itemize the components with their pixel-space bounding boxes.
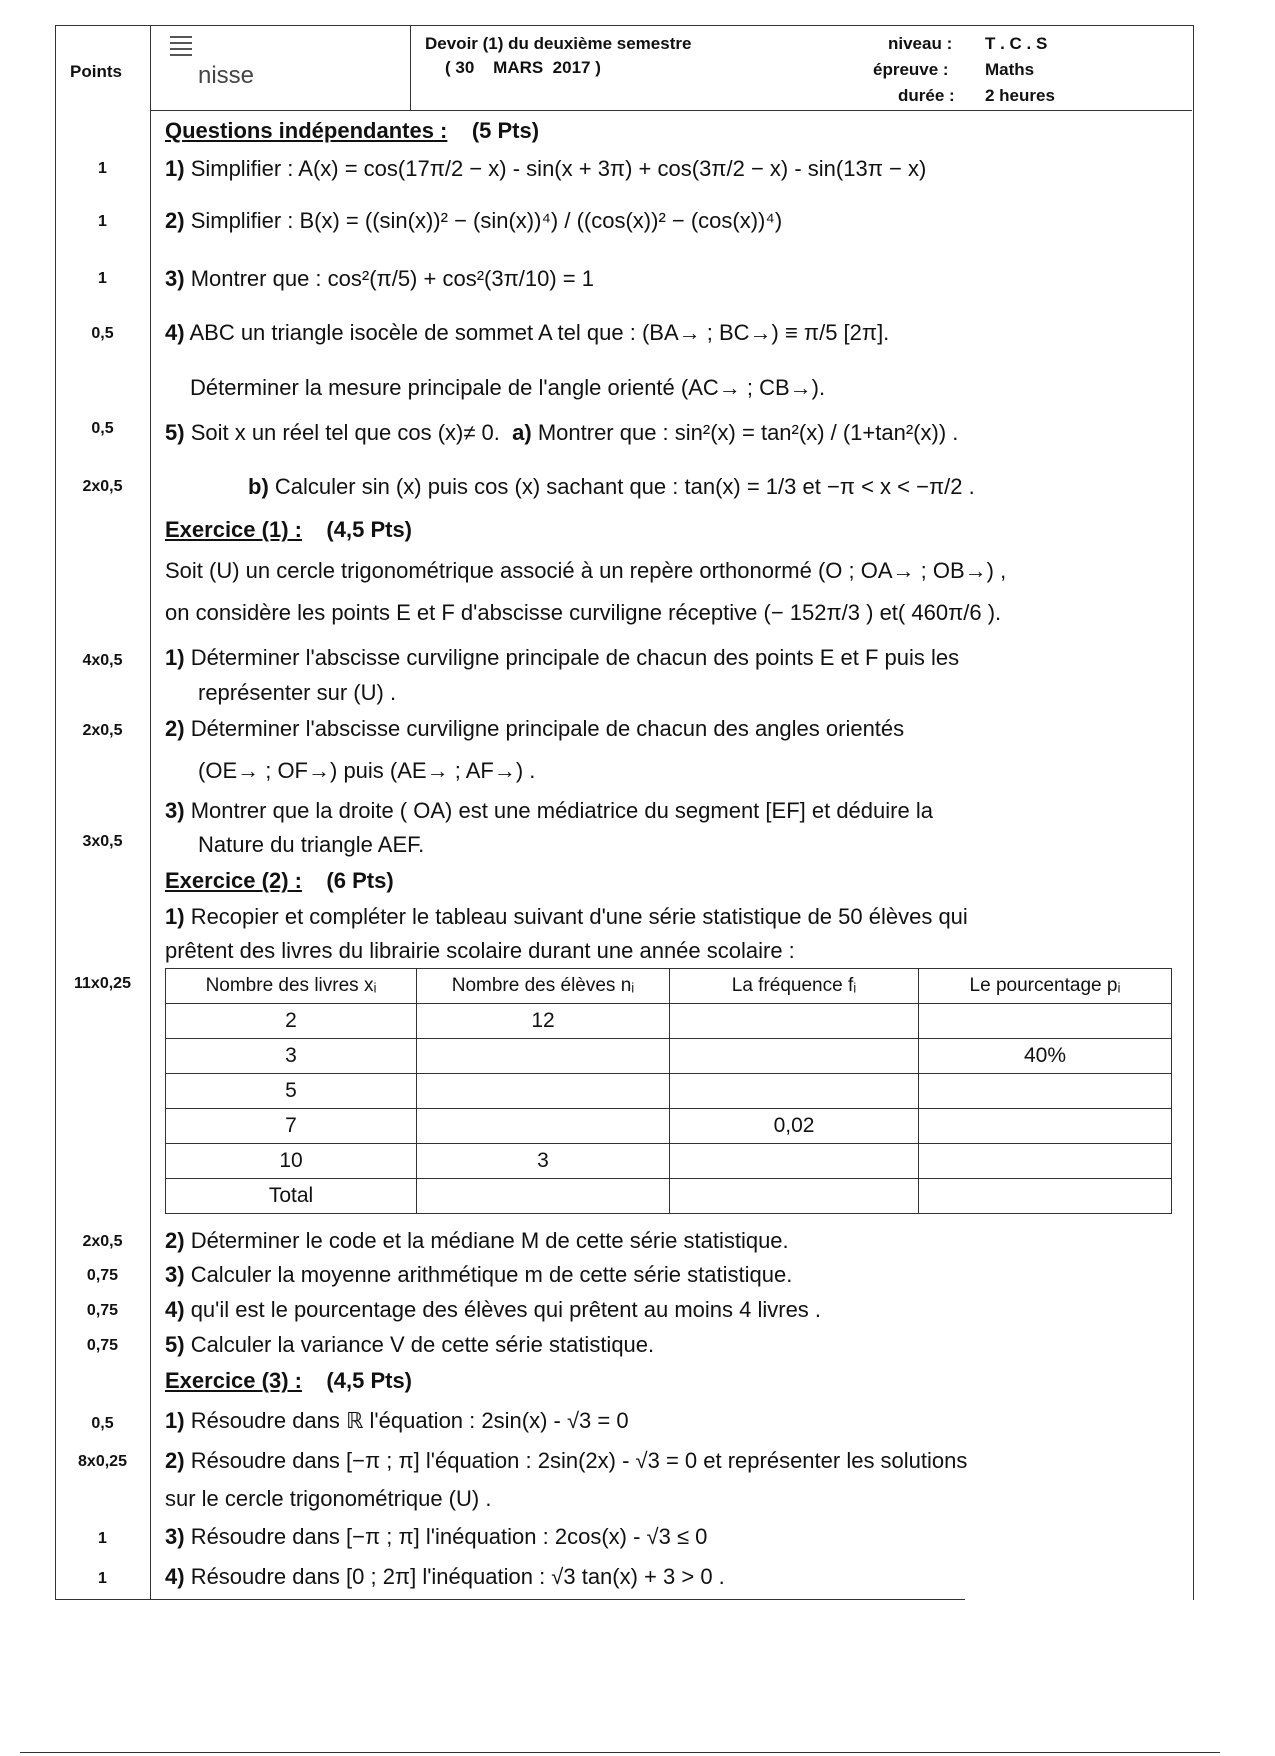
duree-label: durée : <box>898 86 955 105</box>
points-ex1-q3: 3x0,5 <box>82 833 123 850</box>
logo-text: nisse <box>198 62 255 89</box>
column-header: Le pourcentage pᵢ <box>919 969 1172 1004</box>
epreuve-label: épreuve : <box>873 60 949 79</box>
duree-value: 2 heures <box>985 86 1055 105</box>
section-exercice-1: Exercice (1) : (4,5 Pts) <box>165 517 413 542</box>
table-cell: 2 <box>166 1004 417 1039</box>
points-q1: 1 <box>98 160 107 177</box>
exam-date: ( 30 MARS 2017 ) <box>445 58 601 77</box>
ex3-question-2-line2: sur le cercle trigonométrique (U) . <box>165 1486 492 1511</box>
section-exercice-2: Exercice (2) : (6 Pts) <box>165 868 394 893</box>
column-header: La fréquence fᵢ <box>670 969 919 1004</box>
niveau-value: T . C . S <box>985 34 1048 53</box>
table-row <box>166 1109 1172 1144</box>
ex1-intro-1: Soit (U) un cercle trigonométrique associé à un repère orthonormé (O ; OA→ ; OB→) , <box>165 558 1007 583</box>
points-q5a: 0,5 <box>91 420 114 437</box>
table-cell: 0,02 <box>670 1109 919 1144</box>
table-cell <box>670 1074 919 1109</box>
points-ex1-q2: 2x0,5 <box>82 722 123 739</box>
table-cell: 40% <box>919 1039 1172 1074</box>
ex2-question-1: 1) Recopier et compléter le tableau suivant d'une série statistique de 50 élèves qui <box>165 904 968 929</box>
question-5: 5) Soit x un réel tel que cos (x)≠ 0. a) Montrer que : sin²(x) = tan²(x) / (1+tan²(x)) . <box>165 420 959 445</box>
points-q5b: 2x0,5 <box>82 478 123 495</box>
ex3-question-4: 4) Résoudre dans [0 ; 2π] l'inéquation : √3 tan(x) + 3 > 0 . <box>165 1564 725 1589</box>
header-logo-divider <box>410 25 411 110</box>
table-cell: 3 <box>166 1039 417 1074</box>
logo-mark-icon <box>170 36 310 56</box>
table-cell <box>417 1039 670 1074</box>
table-row <box>166 1039 1172 1074</box>
points-ex3-q4: 1 <box>98 1570 107 1587</box>
ex1-question-3-line2: Nature du triangle AEF. <box>198 832 425 857</box>
section-exercice-3: Exercice (3) : (4,5 Pts) <box>165 1368 413 1393</box>
table-cell <box>919 1004 1172 1039</box>
table-cell <box>919 1109 1172 1144</box>
section-questions <box>165 118 539 144</box>
ex1-question-2: 2) Déterminer l'abscisse curviligne principale de chacun des angles orientés <box>165 716 905 741</box>
section-points: (5 Pts) <box>471 118 540 143</box>
exam-title: Devoir (1) du deuxième semestre <box>425 34 692 53</box>
table-row <box>166 1004 1172 1039</box>
question-5b: b) Calculer sin (x) puis cos (x) sachant que : tan(x) = 1/3 et −π < x < −π/2 . <box>248 474 975 499</box>
table-cell: 5 <box>166 1074 417 1109</box>
points-ex2-q3: 0,75 <box>86 1267 119 1284</box>
table-row-total <box>166 1179 1172 1214</box>
section-title: Questions indépendantes : <box>165 118 448 143</box>
points-column-divider <box>150 25 151 1599</box>
table-cell: 12 <box>417 1004 670 1039</box>
table-cell <box>670 1144 919 1179</box>
ex1-question-1: 1) Déterminer l'abscisse curviligne principale de chacun des points E et F puis les <box>165 645 960 670</box>
ex3-question-2: 2) Résoudre dans [−π ; π] l'équation : 2sin(2x) - √3 = 0 et représenter les solutions <box>165 1448 968 1473</box>
table-cell <box>670 1004 919 1039</box>
points-header: Points <box>70 62 122 81</box>
ex2-question-1-line2: prêtent des livres du librairie scolaire durant une année scolaire : <box>165 938 795 963</box>
ex1-question-3: 3) Montrer que la droite ( OA) est une médiatrice du segment [EF] et déduire la <box>165 798 933 823</box>
points-q4: 0,5 <box>91 325 114 342</box>
points-ex2-q5: 0,75 <box>86 1337 119 1354</box>
header-divider <box>150 110 1192 111</box>
points-ex2-q2: 2x0,5 <box>82 1233 123 1250</box>
table-cell <box>417 1179 670 1214</box>
frame-bottom <box>55 1599 965 1600</box>
table-cell <box>417 1109 670 1144</box>
ex3-question-3: 3) Résoudre dans [−π ; π] l'inéquation : 2cos(x) - √3 ≤ 0 <box>165 1524 708 1549</box>
ex2-question-4: 4) qu'il est le pourcentage des élèves qui prêtent au moins 4 livres . <box>165 1297 822 1322</box>
question-4-line2: Déterminer la mesure principale de l'angle orienté (AC→ ; CB→). <box>190 375 826 400</box>
ex1-intro-2: on considère les points E et F d'abscisse curviligne réceptive (− 152π/3 ) et( 460π/6 ). <box>165 600 1002 625</box>
points-ex3-q3: 1 <box>98 1530 107 1547</box>
table-header-row <box>166 969 1172 1004</box>
table-row <box>166 1074 1172 1109</box>
table-cell: 10 <box>166 1144 417 1179</box>
points-q3: 1 <box>98 270 107 287</box>
ex1-question-1-line2: représenter sur (U) . <box>198 680 397 705</box>
points-ex3-q1: 0,5 <box>91 1415 114 1432</box>
table-cell <box>919 1074 1172 1109</box>
niveau-label: niveau : <box>888 34 953 53</box>
table-cell <box>919 1144 1172 1179</box>
points-ex2-q1: 11x0,25 <box>74 975 131 992</box>
points-ex2-q4: 0,75 <box>86 1302 119 1319</box>
table-row <box>166 1144 1172 1179</box>
table-cell: 3 <box>417 1144 670 1179</box>
question-2: 2) Simplifier : B(x) = ((sin(x))² − (sin(x))⁴) / ((cos(x))² − (cos(x))⁴) <box>165 208 783 233</box>
question-3: 3) Montrer que : cos²(π/5) + cos²(3π/10) = 1 <box>165 266 594 291</box>
stats-table <box>165 968 1172 1214</box>
table-cell <box>670 1179 919 1214</box>
ex2-question-2: 2) Déterminer le code et la médiane M de cette série statistique. <box>165 1228 789 1253</box>
school-logo <box>170 32 310 100</box>
ex1-question-2-line2: (OE→ ; OF→) puis (AE→ ; AF→) . <box>198 758 536 783</box>
epreuve-value: Maths <box>985 60 1035 79</box>
table-cell <box>670 1039 919 1074</box>
table-cell: Total <box>166 1179 417 1214</box>
points-ex1-q1: 4x0,5 <box>82 652 123 669</box>
question-1: 1) Simplifier : A(x) = cos(17π/2 − x) - sin(x + 3π) + cos(3π/2 − x) - sin(13π − x) <box>165 156 927 181</box>
points-ex3-q2: 8x0,25 <box>78 1453 127 1470</box>
points-q2: 1 <box>98 213 107 230</box>
ex2-question-3: 3) Calculer la moyenne arithmétique m de cette série statistique. <box>165 1262 793 1287</box>
ex3-question-1: 1) Résoudre dans ℝ l'équation : 2sin(x) - √3 = 0 <box>165 1408 629 1433</box>
column-header: Nombre des élèves nᵢ <box>417 969 670 1004</box>
ex2-question-5: 5) Calculer la variance V de cette série statistique. <box>165 1332 655 1357</box>
table-cell <box>919 1179 1172 1214</box>
question-4: 4) ABC un triangle isocèle de sommet A tel que : (BA→ ; BC→) ≡ π/5 [2π]. <box>165 320 890 345</box>
column-header: Nombre des livres xᵢ <box>166 969 417 1004</box>
table-cell: 7 <box>166 1109 417 1144</box>
table-cell <box>417 1074 670 1109</box>
page-bottom-rule <box>20 1752 1220 1753</box>
